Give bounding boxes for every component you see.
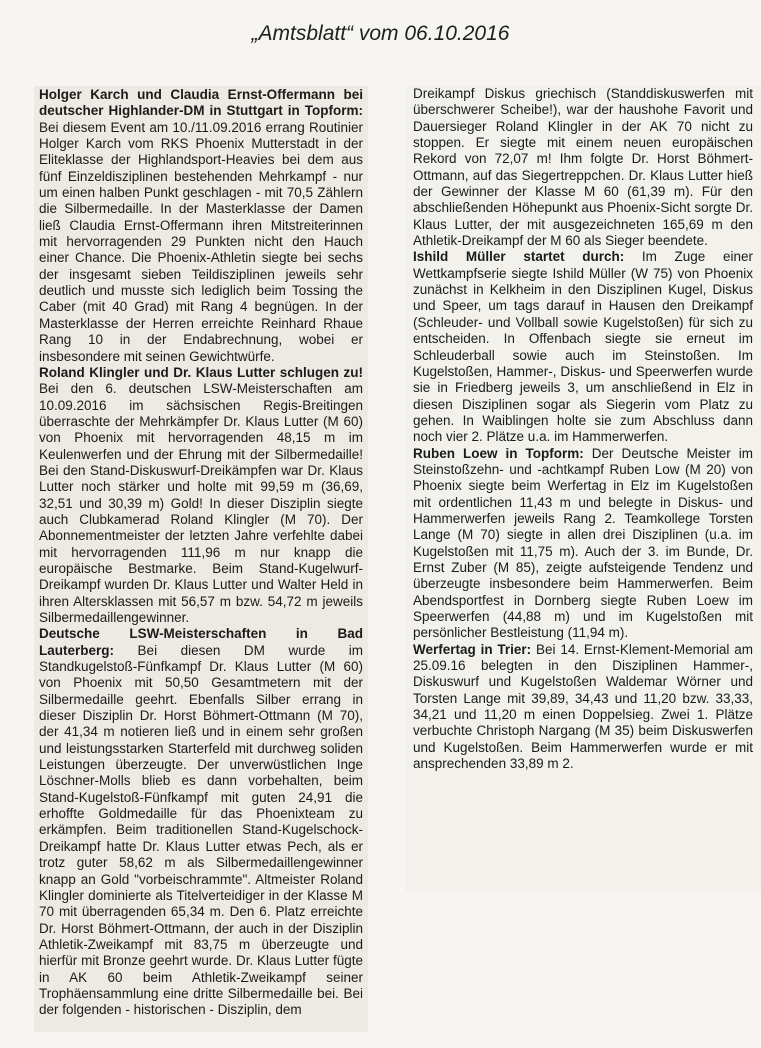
article-body: Bei diesem Event am 10./11.09.2016 errang Routinier Holger Karch vom RKS Phoenix Mutterstadt in der Eliteklasse der Highlandsport-Heavies bei dem aus fünf Einzeldisziplinen bestehenden Mehrkampf - nur um einen halben Punkt geschlagen - mit 70,5 Zählern die Silbermedaille. In der Masterklasse der Damen ließ Claudia Ernst-Offermann ihren Mitstreiterinnen mit hervorragenden 29 Punkten nicht den Hauch einer Chance. Die Phoenix-Athletin siegte bei sechs der insgesamt sieben Teildisziplinen jeweils sehr deutlich und musste sich lediglich beim Tossing the Caber (mit 40 Grad) mit Rang 4 begnügen. In der Masterklasse der Herren erreichte Reinhard Rhaue Rang 10 in der Endabrechnung, wobei er insbesondere mit seinen Gewichtwürfe. (39, 119, 363, 364)
article-body: Bei diesen DM wurde im Standkugelstoß-Fünfkampf Dr. Klaus Lutter (M 60) von Phoenix mit 50,50 Gesamtmetern mit der Silbermedaille geehrt. Ebenfalls Silber errang in dieser Disziplin Dr. Horst Böhmert-Ottmann (M 70), der 41,34 m notieren ließ und in einem sehr großen und leistungsstarken Starterfeld mit durchweg soliden Leistungen überzeugte. Der unverwüstlichen Inge Löschner-Molls blieb es dann vorbehalten, beim Stand-Kugelstoß-Fünfkampf mit guten 24,91 die erhoffte Goldmedaille für das Phoenixteam zu erkämpfen. Beim traditionellen Stand-Kugelschock-Dreikampf hatte Dr. Klaus Lutter etwas Pech, als er trotz guter 58,62 m als Silbermedaillengewinner knapp an Gold "vorbeischrammte". Altmeister Roland Klingler dominierte als Titelverteidiger in der Klasse M 70 mit überragenden 65,34 m. Den 6. Platz erreichte Dr. Horst Böhmert-Ottmann, der auch in der Disziplin Athletik-Zweikampf mit 83,75 m überzeugte und hierfür mit Bronze geehrt wurde. Dr. Klaus Lutter fügte in AK 60 beim Athletik-Zweikampf seiner Trophäensammlung eine dritte Silbermedaille bei. Bei der folgenden - historischen - Disziplin, dem (39, 642, 363, 1018)
article-werfertag-trier (413, 642, 753, 773)
article-headline: Deutsche LSW-Meisterschaften in Bad Lauterberg: (39, 626, 363, 658)
right-column (405, 86, 761, 892)
article-headline: Holger Karch und Claudia Ernst-Offermann bei deutscher Highlander-DM in Stuttgart in Topform: (39, 87, 363, 119)
article-highlander (39, 87, 363, 365)
article-headline: Roland Klingler und Dr. Klaus Lutter schlugen zu! (39, 364, 363, 380)
page-header: „Amtsblatt“ vom 06.10.2016 (251, 22, 510, 45)
article-headline: Ishild Müller startet durch: (413, 249, 625, 265)
article-bad-lauterberg-continued: Dreikampf Diskus griechisch (Standdiskuswerfen mit überschwerer Scheibe!), war der haushohe Favorit und Dauersieger Roland Klingler in der AK 70 nicht zu stoppen. Er siegte mit einem neuen europäischen Rekord von 72,07 m! Ihm folgte Dr. Horst Böhmert-Ottmann, auf das Siegertreppchen. Dr. Klaus Lutter hieß der Gewinner der Klasse M 60 (61,39 m). Für den abschließenden Höhepunkt aus Phoenix-Sicht sorgte Dr. Klaus Lutter, der mit ausgezeichneten 165,69 m den Athletik-Dreikampf der M 60 als Sieger beendete. (413, 86, 753, 249)
article-bad-lauterberg (39, 626, 363, 1018)
article-body: Im Zuge einer Wettkampfserie siegte Ishild Müller (W 75) von Phoenix zunächst in Kelkheim in den Disziplinen Kugel, Diskus und Speer, um tags darauf in Hausen den Dreikampf (Schleuder- und Vollball sowie Kugelstoßen) für sich zu entscheiden. In Offenbach siegte sie erneut im Schleuderball sowie auch im Steinstoßen. Im Kugelstoßen, Hammer-, Diskus- und Speerwerfen wurde sie in Friedberg jeweils 3, um anschließend in Elz in diesen Disziplinen sogar als Siegerin vom Platz zu gehen. In Waiblingen holte sie zum Abschluss dann noch vier 2. Plätze u.a. im Hammerwerfen. (413, 249, 753, 445)
article-headline: Werfertag in Trier: (413, 641, 532, 657)
article-headline: Ruben Loew in Topform: (413, 445, 584, 461)
article-ishild-mueller (413, 249, 753, 445)
article-body: Der Deutsche Meister im Steinstoßzehn- und -achtkampf Ruben Low (M 20) von Phoenix siegte beim Werfertag in Elz im Kugelstoßen mit ordentlichen 11,43 m und belegte in Diskus- und Hammerwerfen jeweils Rang 2. Teamkollege Torsten Lange (M 70) siegte in allen drei Disziplinen (u.a. im Kugelstoßen mit 11,75 m). Auch der 3. im Bunde, Dr. Ernst Zuber (M 85), zeigte aufsteigende Tendenz und überzeugte insbesondere beim Hammerwerfen. Beim Abendsportfest in Dornberg siegte Ruben Loew im Speerwerfen (44,88 m) und im Kugelstoßen mit persönlicher Bestleistung (11,94 m). (413, 445, 753, 641)
left-column (34, 86, 368, 1032)
article-body: Bei den 6. deutschen LSW-Meisterschaften am 10.09.2016 im sächsischen Regis-Breitingen überraschte der Mehrkämpfer Dr. Klaus Lutter (M 60) von Phoenix mit hervorragenden 48,15 m im Keulenwerfen und der Ehrung mit der Silbermedaille! Bei den Stand-Diskuswurf-Dreikämpfen war Dr. Klaus Lutter noch stärker und holte mit 99,59 m (36,69, 32,51 und 30,39 m) Gold! In dieser Disziplin siegte auch Clubkamerad Roland Klingler (M 70). Der Abonnementmeister der letzten Jahre verfehlte dabei mit hervorragenden 111,96 m nur knapp die europäische Bestmarke. Beim Stand-Kugelwurf-Dreikampf wurden Dr. Klaus Lutter und Walter Held in ihren Altersklassen mit 56,57 m bzw. 54,72 m jeweils Silbermedaillengewinner. (39, 381, 363, 625)
article-lsw-klingler (39, 365, 363, 627)
article-ruben-loew (413, 446, 753, 642)
article-body: Bei 14. Ernst-Klement-Memorial am 25.09.16 belegten in den Disziplinen Hammer-, Diskuswurf und Kugelstoßen Waldemar Wörner und Torsten Lange mit 39,89, 34,43 und 11,20 bzw. 33,33, 34,21 und 11,20 m einen Doppelsieg. Zwei 1. Plätze verbuchte Christoph Nargang (M 35) beim Diskuswerfen und Kugelstoßen. Beim Hammerwerfen wurde er mit ansprechenden 33,89 m 2. (413, 641, 754, 772)
